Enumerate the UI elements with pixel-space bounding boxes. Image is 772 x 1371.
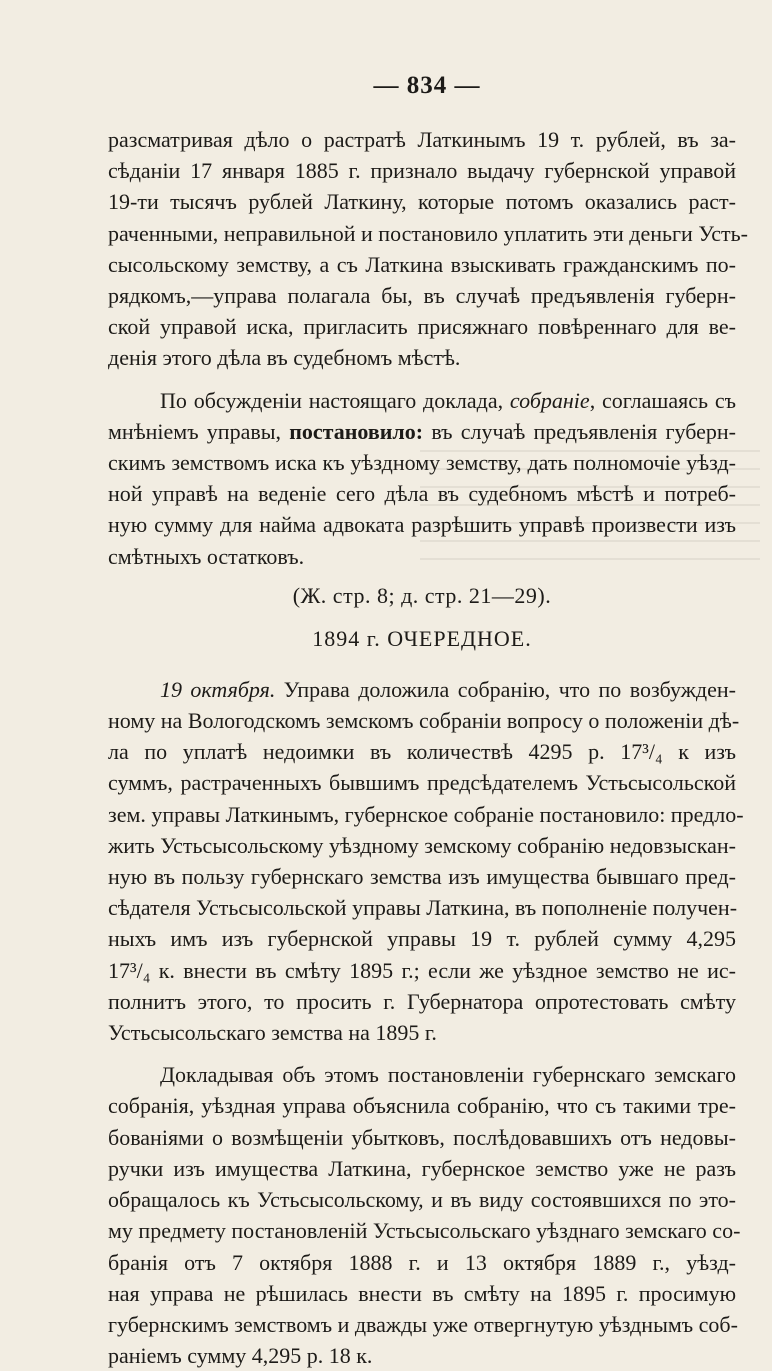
text-line: [108, 674, 736, 705]
text-run: мнѣніемъ управы,: [108, 418, 290, 444]
text-line: Устьсысольскаго земства на 1895 г.: [108, 1020, 437, 1046]
text-line: зем. управы Латкинымъ, губернское собраніе постановило: предло-: [108, 801, 744, 827]
text-line: му предмету постановленій Устьсысольскаго уѣзднаго земскаго со-: [108, 1218, 741, 1244]
text-line: губернскимъ земствомъ и дважды уже отвергнутую уѣзднымъ соб-: [108, 1311, 738, 1337]
text-line: раніемъ сумму 4,295 р. 18 к.: [108, 1343, 373, 1369]
text-line: сѣдателя Устьсысольской управы Латкина, въ пополненіе получен-: [108, 895, 738, 921]
bold-word: постановило:: [289, 418, 424, 444]
text-line: собранія, уѣздная управа объяснила собранію, что съ такими тре-: [108, 1093, 736, 1119]
text-line: ную въ пользу губернскаго земства изъ имущества бывшаго пред-: [108, 864, 736, 890]
text-line: ная управа не рѣшилась внести въ смѣту на 1895 г. просимую: [108, 1280, 736, 1306]
text-run: Управа доложила собранію, что по возбужден-: [275, 676, 736, 702]
paragraph-gap: [108, 1048, 736, 1059]
date-label: 19 октября.: [160, 676, 276, 702]
text-line: сысольскому земству, а съ Латкина взыскивать гражданскимъ по-: [108, 251, 736, 277]
text-run: , соглашаясь съ: [589, 387, 736, 413]
text-line: жить Устьсысольскому уѣздному земскому собранію недовзыскан-: [108, 832, 736, 858]
paragraph-2: [108, 385, 736, 572]
text-line: сѣданіи 17 января 1885 г. признало выдачу губернской управой: [108, 158, 736, 184]
text-line: ную сумму для найма адвоката разрѣшить управѣ произвести изъ: [108, 512, 736, 538]
citation: (Ж. стр. 8; д. стр. 21—29).: [292, 582, 552, 608]
section-heading: 1894 г. ОЧЕРЕДНОЕ.: [312, 625, 532, 651]
text-line: бранія отъ 7 октября 1888 г. и 13 октября 1889 г., уѣзд-: [108, 1249, 736, 1275]
text-line: ручки изъ имущества Латкина, губернское земство уже не разъ: [108, 1155, 736, 1181]
text-line: денія этого дѣла въ судебномъ мѣстѣ.: [108, 345, 461, 371]
text-line: раченными, неправильной и постановило уплатить эти деньги Усть-: [108, 220, 748, 246]
text-line: смѣтныхъ остатковъ.: [108, 543, 305, 569]
paragraph-4: [108, 1059, 741, 1371]
text-line: обращалось къ Устьсысольскому, и въ виду состоявшихся по это-: [108, 1187, 736, 1213]
text-line: разсматривая дѣло о растратѣ Латкинымъ 19 т. рублей, въ за-: [108, 127, 736, 152]
text-line: полнитъ этого, то просить г. Губернатора опротестовать смѣту: [108, 988, 736, 1014]
paragraph-gap: [108, 374, 736, 385]
text-line: 19-ти тысячъ рублей Латкину, которые потомъ оказались раст-: [108, 189, 736, 215]
text-run: По обсужденіи настоящаго доклада,: [160, 387, 510, 413]
text-line: рядкомъ,—управа полагала бы, въ случаѣ предъявленія губерн-: [108, 283, 736, 309]
italic-word: собраніе: [509, 387, 590, 413]
text-line: Докладывая объ этомъ постановленіи губернскаго земскаго: [160, 1062, 736, 1088]
text-line: бованіями о возмѣщеніи убытковъ, послѣдовавшихъ отъ недовы-: [108, 1124, 736, 1150]
text-line: [108, 416, 736, 447]
text-line: ныхъ имъ изъ губернской управы 19 т. рублей сумму 4,295: [108, 926, 736, 952]
text-line: [108, 385, 736, 416]
text-line: скимъ земствомъ иска къ уѣздному земству, дать полномочіе уѣзд-: [108, 450, 736, 476]
text-line: ной управѣ на веденіе сего дѣла въ судебномъ мѣстѣ и потреб-: [108, 481, 736, 507]
paragraph-1: [108, 124, 748, 374]
text-run: въ случаѣ предъявленія губерн-: [423, 418, 736, 444]
text-line: 17³/₄ к. внести въ смѣту 1895 г.; если же уѣздное земство не ис-: [108, 957, 736, 983]
text-line: суммъ, растраченныхъ бывшимъ предсѣдателемъ Устьсысольской: [108, 770, 736, 796]
text-line: ному на Вологодскомъ земскомъ собраніи вопросу о положеніи дѣ-: [108, 708, 740, 734]
text-line: ской управой иска, пригласить присяжнаго повѣреннаго для ве-: [108, 314, 736, 340]
paragraph-3: [108, 674, 744, 1048]
page-number: — 834 —: [373, 72, 481, 99]
text-line: ла по уплатѣ недоимки въ количествѣ 4295 р. 17³/₄ к изъ: [108, 739, 736, 765]
